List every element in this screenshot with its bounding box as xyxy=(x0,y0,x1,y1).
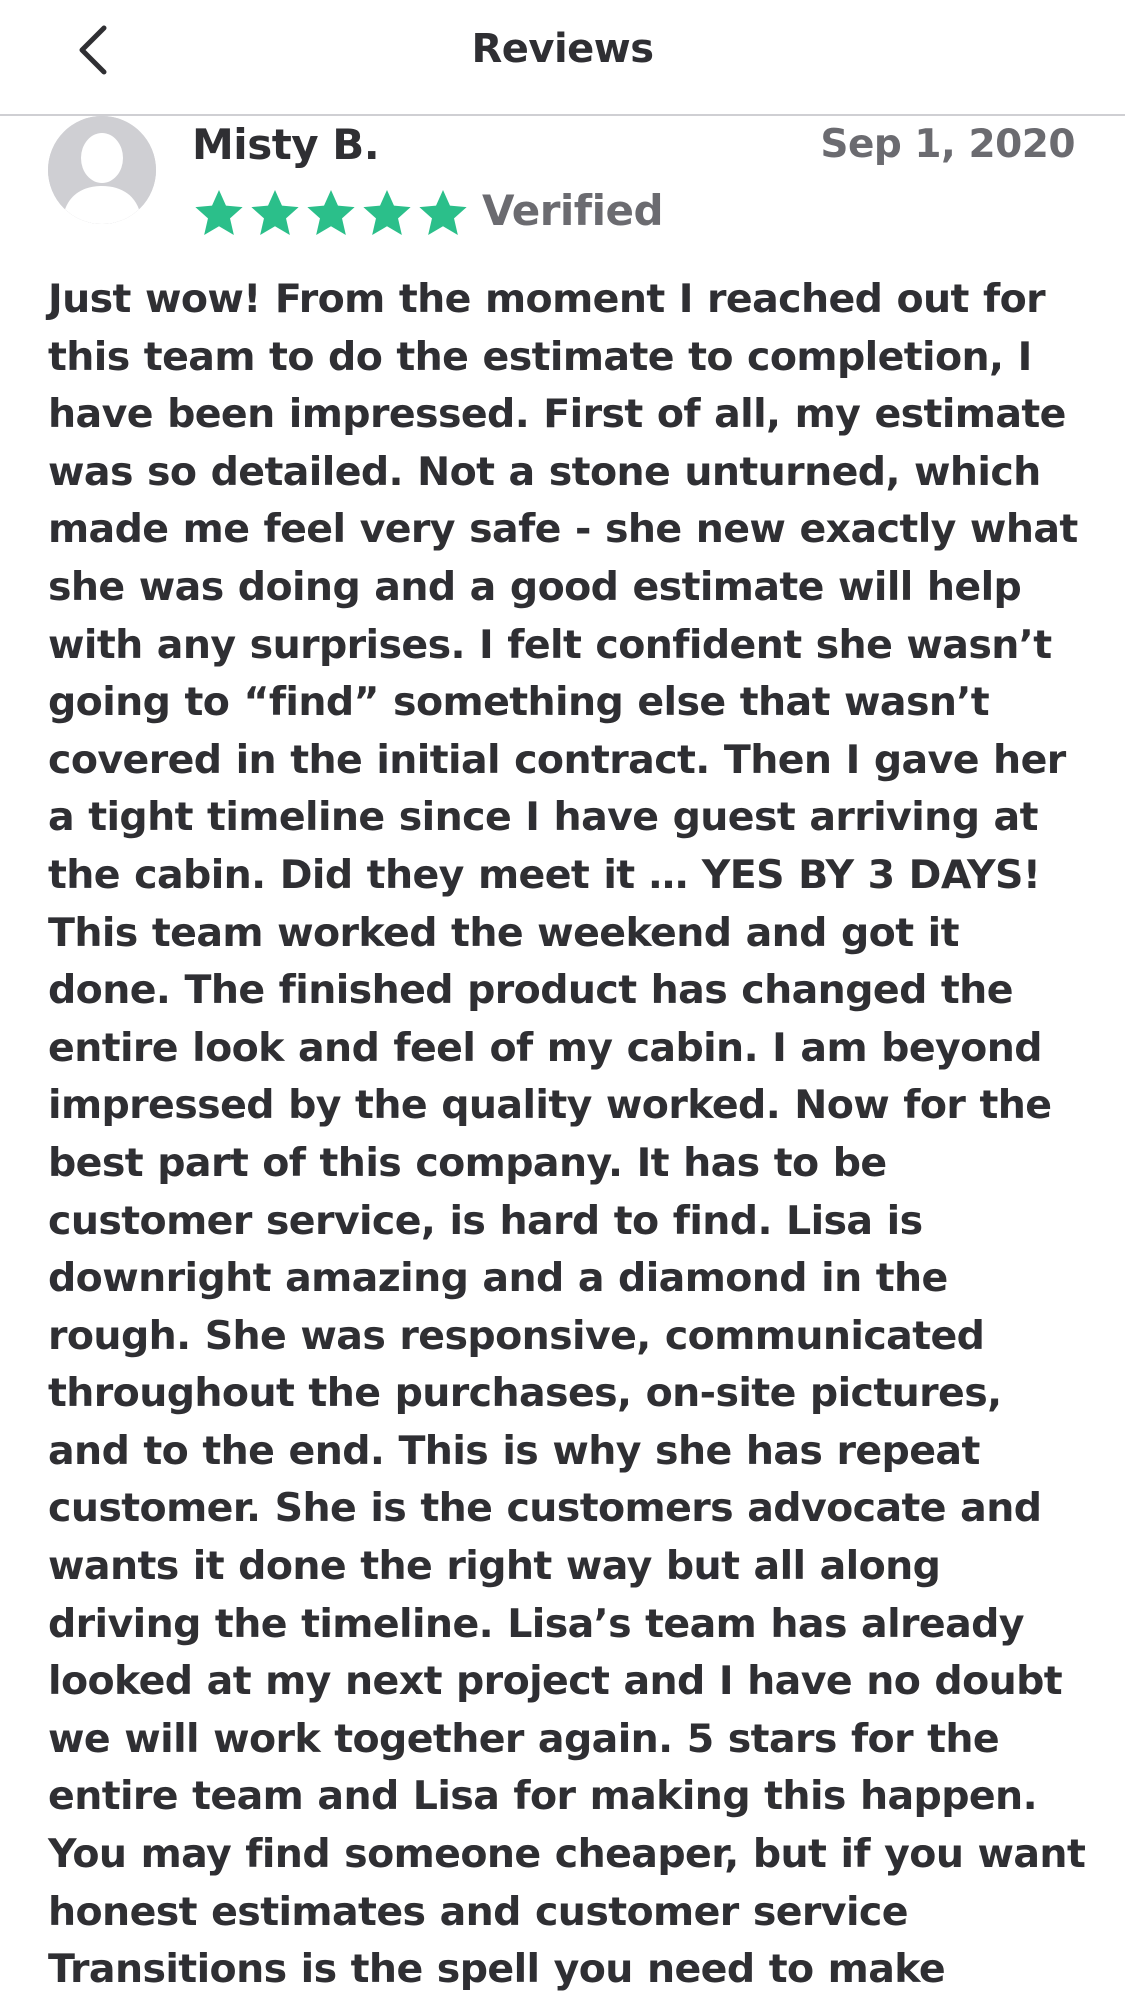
star-rating xyxy=(192,186,470,240)
star-icon xyxy=(360,186,414,240)
page-title: Reviews xyxy=(471,26,654,72)
verified-badge: Verified xyxy=(482,186,664,235)
avatar xyxy=(48,116,156,224)
star-icon xyxy=(416,186,470,240)
star-icon xyxy=(192,186,246,240)
review-date: Sep 1, 2020 xyxy=(820,122,1075,167)
star-icon xyxy=(304,186,358,240)
review-text: Just wow! From the moment I reached out for this team to do the estimate to completion, I have been impressed. First of all, my estimate was so detailed. Not a stone unturned, which made me feel very safe - she new exactly what she was doing and a good estimate will help with any surprises. I felt confident she wasn’t going to “find” something else that wasn’t covered in the initial contract. Then I gave her a tight timeline since I have guest arriving at the cabin. Did they meet it … YES BY 3 DAYS! This team worked the weekend and got it done. The finished product has changed the entire look and feel of my cabin. I am beyond impressed by the quality worked. Now for the best part of this company. It has to be customer service, is hard to find. Lisa is downright amazing and a diamond in the rough. She was responsive, communicated throughout the purchases, on-site pictures, and to the end. This is why she has repeat customer. She is the customers advocate and wants it done the right way but all along driving the timeline. Lisa’s team has already looked at my next project and I have no doubt we will work together again. 5 stars for the entire team and Lisa for making this happen. You may find someone cheaper, but if you want honest estimates and customer service Transitions is the spell you need to make xyxy=(48,276,1086,1993)
review-header xyxy=(0,114,1125,264)
reviewer-name: Misty B. xyxy=(192,120,380,169)
top-navigation-bar xyxy=(0,0,1125,116)
user-silhouette-icon xyxy=(48,116,156,224)
star-icon xyxy=(248,186,302,240)
